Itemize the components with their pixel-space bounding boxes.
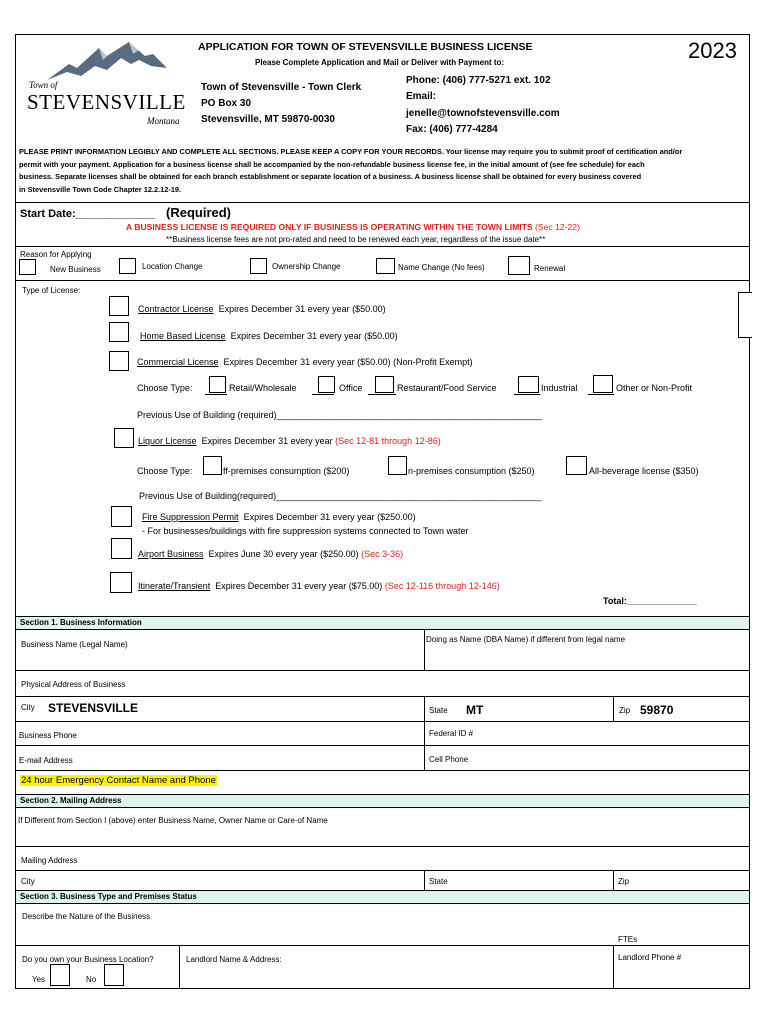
contact-phone: Phone: (406) 777-5271 ext. 102 xyxy=(406,75,551,86)
email-label: E-mail Address xyxy=(19,756,73,765)
business-phone-label: Business Phone xyxy=(19,731,77,740)
home-based-checkbox[interactable] xyxy=(109,322,129,342)
other-label: Other or Non-Profit xyxy=(616,383,693,393)
scroll-tab[interactable] xyxy=(738,292,752,338)
state-label: State xyxy=(429,706,448,715)
logo-town-of: Town of xyxy=(29,80,58,90)
location-change-label: Location Change xyxy=(142,262,203,271)
mountain-logo-icon xyxy=(47,42,167,82)
divider xyxy=(16,770,749,771)
location-change-checkbox[interactable] xyxy=(119,258,136,274)
notice-ref: (Sec 12-22) xyxy=(535,222,580,232)
fire-suppression-permit xyxy=(142,512,416,522)
commercial-checkbox[interactable] xyxy=(109,351,129,371)
contractor-name: Contractor License xyxy=(138,304,214,314)
section-2-title: Section 2. Mailing Address xyxy=(20,796,122,805)
mailing-zip-label: Zip xyxy=(618,877,630,886)
liquor-choose-type: Choose Type: xyxy=(137,466,193,476)
divider xyxy=(16,721,749,722)
itinerate-license xyxy=(138,581,500,591)
own-location-label: Do you own your Business Location? xyxy=(22,955,154,964)
home-based-text: Expires December 31 every year ($50.00) xyxy=(230,331,398,341)
divider xyxy=(16,246,749,247)
contractor-license xyxy=(138,304,386,314)
type-of-license-label: Type of License: xyxy=(22,286,81,295)
liquor-text: Expires December 31 every year xyxy=(201,436,333,446)
business-nature-label: Describe the Nature of the Business xyxy=(22,912,151,921)
ownership-change-label: Ownership Change xyxy=(272,262,341,271)
section-1-header xyxy=(16,616,749,630)
zip-value[interactable]: 59870 xyxy=(640,703,674,717)
instruction-line: in Stevensville Town Code Chapter 12.2.12-19. xyxy=(19,184,182,194)
commercial-text: Expires December 31 every year ($50.00) (Non-Profit Exempt) xyxy=(223,357,473,367)
name-change-checkbox[interactable] xyxy=(376,258,395,274)
section-3-title: Section 3. Business Type and Premises Status xyxy=(20,892,197,901)
new-business-label: New Business xyxy=(50,265,101,274)
logo-stevensville: STEVENSVILLE xyxy=(27,90,186,114)
restaurant-label: Restaurant/Food Service xyxy=(397,383,497,393)
off-premises-label: ff-premises consumption ($200) xyxy=(223,466,350,476)
contact-email[interactable]: jenelle@townofstevensville.com xyxy=(406,108,560,119)
logo-montana: Montana xyxy=(147,116,180,126)
airport-checkbox[interactable] xyxy=(111,538,132,559)
itinerate-checkbox[interactable] xyxy=(110,572,132,593)
airport-name: Airport Business xyxy=(138,549,204,559)
retail-checkbox[interactable] xyxy=(209,376,226,393)
on-premises-checkbox[interactable] xyxy=(388,456,407,475)
mailing-address-label: Mailing Address xyxy=(21,856,78,865)
commercial-previous-use[interactable]: Previous Use of Building (required)_____________________________________________________ xyxy=(137,410,542,420)
blank-line xyxy=(514,394,540,395)
landlord-name-label: Landlord Name & Address: xyxy=(186,955,282,964)
airport-text: Expires June 30 every year ($250.00) xyxy=(208,549,359,559)
instruction-line: business. Separate licenses shall be obtained for each branch establishment or separate location of a business. A business license shall be obtained for every business covered xyxy=(19,172,642,181)
dba-label: Doing as Name (DBA Name) if different from legal name xyxy=(426,635,626,644)
ftes-label: FTEs xyxy=(618,935,638,944)
notice-text: A BUSINESS LICENSE IS REQUIRED ONLY IF BUSINESS IS OPERATING WITHIN THE TOWN LIMITS xyxy=(126,222,533,232)
commercial-license xyxy=(137,357,473,367)
restaurant-checkbox[interactable] xyxy=(375,376,394,393)
divider xyxy=(16,670,749,671)
address-line-3: Stevensville, MT 59870-0030 xyxy=(201,114,335,125)
own-no-checkbox[interactable] xyxy=(104,964,124,986)
own-yes-checkbox[interactable] xyxy=(50,964,70,986)
fire-suppression-name: Fire Suppression Permit xyxy=(142,512,239,522)
itinerate-ref: (Sec 12-116 through 12-146) xyxy=(384,581,500,591)
town-logo xyxy=(25,42,190,132)
fire-suppression-checkbox[interactable] xyxy=(111,506,132,527)
mailing-city-label: City xyxy=(21,877,35,886)
divider xyxy=(613,946,614,988)
fees-note: **Business license fees are not pro-rated and need to be renewed each year, regardless of the issue date** xyxy=(166,235,546,244)
business-name-label: Business Name (Legal Name) xyxy=(21,640,128,649)
all-beverage-checkbox[interactable] xyxy=(566,456,587,475)
address-line-1: Town of Stevensville - Town Clerk xyxy=(201,82,362,93)
blank-line xyxy=(312,394,334,395)
instructions xyxy=(19,146,747,196)
yes-label: Yes xyxy=(32,975,46,984)
federal-id-label: Federal ID # xyxy=(429,729,474,738)
contact-fax: Fax: (406) 777-4284 xyxy=(406,124,498,135)
office-label: Office xyxy=(339,383,363,393)
fire-suppression-text: Expires December 31 every year ($250.00) xyxy=(243,512,416,522)
other-checkbox[interactable] xyxy=(593,375,613,393)
reason-label: Reason for Applying xyxy=(20,250,92,259)
physical-address-label: Physical Address of Business xyxy=(21,680,126,689)
commercial-choose-type: Choose Type: xyxy=(137,383,193,393)
blank-line xyxy=(588,394,614,395)
divider xyxy=(424,630,425,670)
fire-suppression-sub: - For businesses/buildings with fire suppression systems connected to Town water xyxy=(142,526,469,536)
divider xyxy=(16,696,749,697)
divider xyxy=(16,846,749,847)
instruction-line: PLEASE PRINT INFORMATION LEGIBLY AND COMPLETE ALL SECTIONS. PLEASE KEEP A COPY FOR YOUR RECORDS. Your license may require you to submit proof of certification and/or xyxy=(19,147,683,156)
retail-label: Retail/Wholesale xyxy=(229,383,297,393)
mailing-note-label: If Different from Section I (above) enter Business Name, Owner Name or Care-of Name xyxy=(18,816,328,825)
page-title: APPLICATION FOR TOWN OF STEVENSVILLE BUSINESS LICENSE xyxy=(198,41,533,53)
blank-line xyxy=(368,394,396,395)
divider xyxy=(16,745,749,746)
divider xyxy=(16,280,749,281)
divider xyxy=(613,697,614,721)
start-date-label[interactable]: Start Date:_____________ xyxy=(20,208,156,220)
divider xyxy=(424,870,425,890)
no-label: No xyxy=(86,975,97,984)
liquor-license xyxy=(138,436,441,446)
form-year: 2023 xyxy=(688,38,737,63)
divider xyxy=(16,870,749,871)
airport-license xyxy=(138,549,403,559)
office-checkbox[interactable] xyxy=(318,376,335,393)
contact-email-label: Email: xyxy=(406,91,437,102)
commercial-name: Commercial License xyxy=(137,357,219,367)
divider xyxy=(424,697,425,721)
liquor-name: Liquor License xyxy=(138,436,197,446)
section-3-header xyxy=(16,890,749,904)
liquor-checkbox[interactable] xyxy=(114,428,134,448)
liquor-ref: (Sec 12-81 through 12-86) xyxy=(335,436,441,446)
contractor-text: Expires December 31 every year ($50.00) xyxy=(218,304,386,314)
state-value[interactable]: MT xyxy=(466,703,484,717)
industrial-label: Industrial xyxy=(541,383,578,393)
section-1-title: Section 1. Business Information xyxy=(20,618,142,627)
ownership-change-checkbox[interactable] xyxy=(250,258,267,274)
landlord-phone-label: Landlord Phone # xyxy=(618,953,682,962)
name-change-label: Name Change (No fees) xyxy=(398,263,485,272)
on-premises-label: n-premises consumption ($250) xyxy=(408,466,535,476)
emergency-contact-label: 24 hour Emergency Contact Name and Phone xyxy=(21,775,216,786)
city-value[interactable]: STEVENSVILLE xyxy=(48,701,139,715)
section-2-header xyxy=(16,794,749,808)
renewal-label: Renewal xyxy=(534,264,566,273)
instruction-line: permit with your payment. Application for a business license shall be accompanied by the non-refundable business license fee, in the initial amount of (see fee schedule) for each xyxy=(19,159,645,169)
town-limits-notice xyxy=(126,222,580,232)
airport-ref: (Sec 3-36) xyxy=(361,549,404,559)
new-business-checkbox[interactable] xyxy=(19,259,36,275)
divider xyxy=(16,202,749,203)
city-label: City xyxy=(21,703,35,712)
divider xyxy=(613,870,614,890)
blank-line xyxy=(205,394,227,395)
total-field[interactable]: Total:______________ xyxy=(603,596,697,606)
itinerate-text: Expires December 31 every year ($75.00) xyxy=(215,581,383,591)
off-premises-checkbox[interactable] xyxy=(203,456,222,475)
renewal-checkbox[interactable] xyxy=(508,256,530,275)
divider xyxy=(179,946,180,988)
zip-label: Zip xyxy=(619,706,631,715)
home-based-license xyxy=(140,331,398,341)
divider xyxy=(424,722,425,770)
start-date-required: (Required) xyxy=(166,205,231,220)
all-beverage-label: All-beverage license ($350) xyxy=(589,466,699,476)
industrial-checkbox[interactable] xyxy=(518,376,539,393)
itinerate-name: Itinerate/Transient xyxy=(138,581,211,591)
divider xyxy=(16,945,749,946)
mailing-state-label: State xyxy=(429,877,448,886)
home-based-name: Home Based License xyxy=(140,331,226,341)
page-subtitle: Please Complete Application and Mail or Deliver with Payment to: xyxy=(255,58,505,67)
address-line-2: PO Box 30 xyxy=(201,98,252,109)
contractor-checkbox[interactable] xyxy=(109,296,129,316)
cell-phone-label: Cell Phone xyxy=(429,755,469,764)
liquor-previous-use[interactable]: Previous Use of Building(required)_____________________________________________________ xyxy=(139,491,542,501)
